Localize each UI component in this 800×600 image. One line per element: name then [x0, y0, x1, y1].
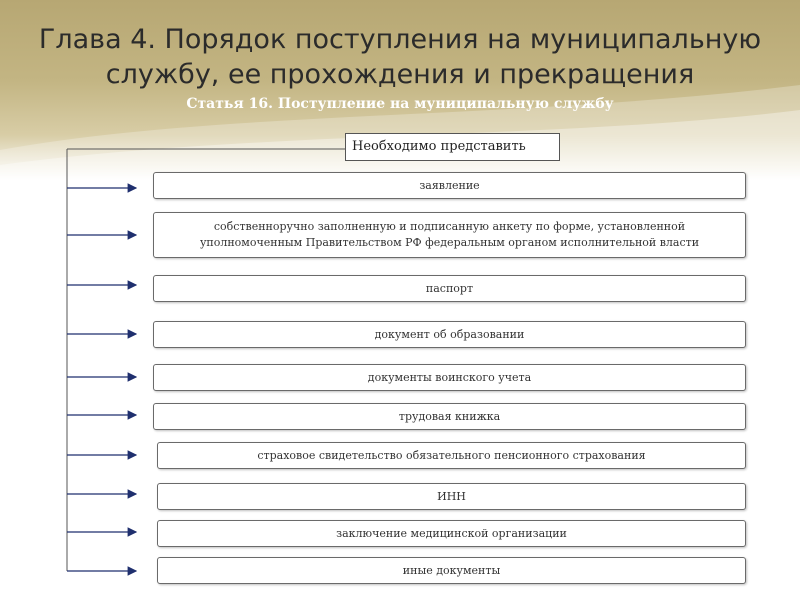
item-education-document: документ об образовании — [153, 321, 746, 348]
title-line-2: службу, ее прохождения и прекращения — [105, 59, 695, 90]
item-inn: ИНН — [157, 483, 746, 510]
root-node: Необходимо представить — [345, 133, 560, 161]
item-application: заявление — [153, 172, 746, 199]
item-passport: паспорт — [153, 275, 746, 302]
item-questionnaire: собственноручно заполненную и подписанную анкету по форме, установленной уполномоченным Правительством РФ федеральным органом исполнительной власти — [153, 212, 746, 258]
item-employment-book: трудовая книжка — [153, 403, 746, 430]
item-medical-conclusion: заключение медицинской организации — [157, 520, 746, 547]
item-military-documents: документы воинского учета — [153, 364, 746, 391]
item-other-documents: иные документы — [157, 557, 746, 584]
title-line-1: Глава 4. Порядок поступления на муниципальную — [38, 24, 762, 55]
item-pension-certificate: страховое свидетельство обязательного пенсионного страхования — [157, 442, 746, 469]
page-subtitle: Статья 16. Поступление на муниципальную службу — [186, 96, 614, 112]
